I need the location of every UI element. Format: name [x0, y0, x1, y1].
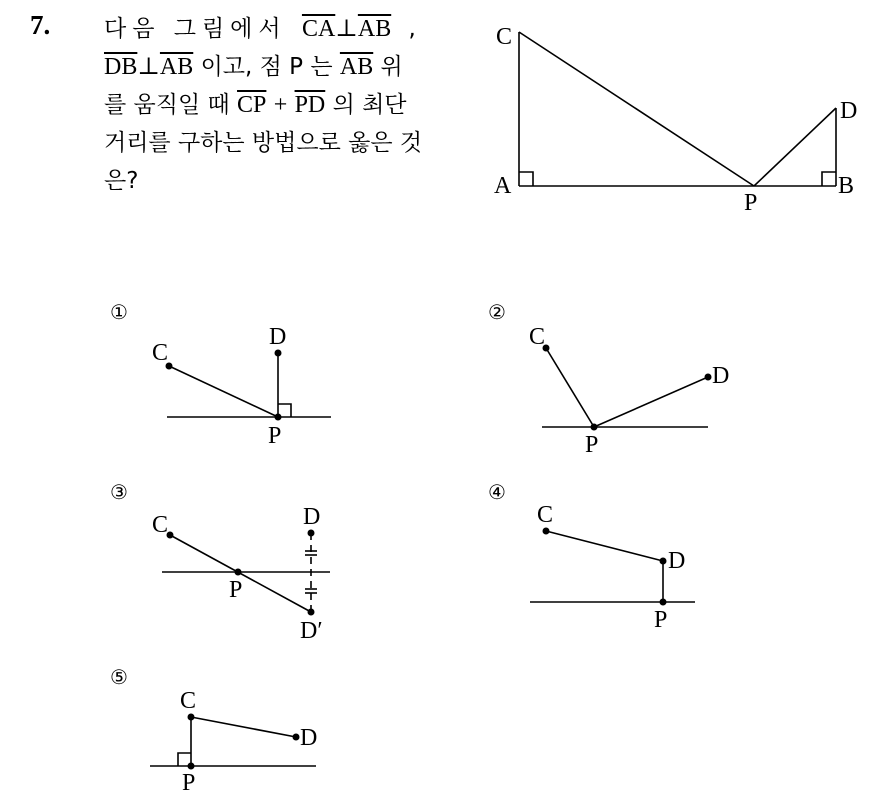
option-4-segment-cd — [546, 531, 663, 561]
plus-sign: + — [273, 92, 288, 118]
option-2[interactable] — [488, 300, 729, 458]
main-label-c: C — [496, 24, 513, 50]
option-2-marker: ② — [488, 300, 506, 324]
option-4-point-d — [660, 558, 667, 565]
option-2-label-c: C — [529, 324, 546, 350]
perpendicular-symbol: ⊥ — [335, 16, 358, 42]
option-3-point-d — [308, 530, 315, 537]
option-2-segment-pd — [594, 377, 708, 427]
option-1-label-c: C — [152, 340, 169, 366]
question-line-5: 은? — [104, 168, 139, 194]
option-3-marker: ③ — [110, 480, 128, 504]
main-label-a: A — [494, 173, 512, 199]
segment-pd-line — [754, 108, 836, 186]
perpendicular-symbol-2: ⊥ — [137, 54, 160, 80]
option-4-label-p: P — [654, 607, 668, 633]
option-1-label-p: P — [268, 423, 282, 449]
segment-ab-3: $\overline{AB}$ — [339, 54, 374, 80]
option-4-label-c: C — [537, 502, 554, 528]
option-5[interactable] — [110, 665, 317, 796]
option-3-label-c: C — [152, 512, 169, 538]
question-line-2-mid: 이고, 점 P 는 — [200, 54, 333, 80]
comma: , — [408, 16, 416, 42]
right-angle-a — [519, 172, 533, 186]
option-5-marker: ⑤ — [110, 665, 128, 689]
segment-cp-line — [519, 32, 754, 186]
question-line-2-end: 위 — [380, 54, 403, 80]
option-5-point-d — [293, 734, 300, 741]
question-line-4: 거리를 구하는 방법으로 옳은 것 — [104, 130, 423, 156]
option-1-point-p — [275, 414, 282, 421]
segment-pd: $\overline{PD}$ — [294, 92, 326, 118]
segment-ab-2: $\overline{AB}$ — [159, 54, 194, 80]
option-1-label-d: D — [269, 324, 287, 350]
main-label-b: B — [838, 173, 855, 199]
question-line-3-end: 의 최단 — [332, 92, 407, 118]
option-4-point-c — [543, 528, 550, 535]
option-2-point-p — [591, 424, 598, 431]
option-1-segment-cp — [169, 366, 278, 417]
segment-ab: $\overline{AB}$ — [357, 16, 392, 42]
question-line-3-start: 를 움직일 때 — [104, 92, 230, 118]
option-5-label-d: D — [300, 725, 318, 751]
main-label-p: P — [744, 190, 758, 216]
segment-cp: $\overline{CP}$ — [237, 92, 267, 118]
question-number: 7. — [30, 10, 51, 40]
option-2-label-d: D — [712, 363, 730, 389]
option-3[interactable] — [110, 480, 330, 644]
question-line-1-text: 다음 그림에서 — [104, 16, 287, 42]
option-4-label-d: D — [668, 548, 686, 574]
main-label-d: D — [840, 98, 858, 124]
option-1-marker: ① — [110, 300, 128, 324]
option-1[interactable] — [110, 300, 331, 449]
option-4-marker: ④ — [488, 480, 506, 504]
option-3-label-d: D — [303, 504, 321, 530]
main-figure — [519, 32, 836, 186]
option-5-segment-cd — [191, 717, 296, 737]
option-5-point-c — [188, 714, 195, 721]
option-5-label-c: C — [180, 688, 197, 714]
option-3-label-d-prime: D′ — [300, 618, 323, 644]
option-2-segment-cp — [546, 348, 594, 427]
option-1-point-d — [275, 350, 282, 357]
segment-db: $\overline{DB}$ — [104, 54, 138, 80]
option-5-point-p — [188, 763, 195, 770]
option-2-point-d — [705, 374, 712, 381]
option-3-point-p — [235, 569, 242, 576]
option-4[interactable] — [488, 480, 695, 633]
right-angle-b — [822, 172, 836, 186]
option-4-point-p — [660, 599, 667, 606]
segment-ca: $\overline{CA}$ — [301, 16, 336, 42]
option-2-label-p: P — [585, 432, 599, 458]
option-3-point-d-prime — [308, 609, 315, 616]
option-5-label-p: P — [182, 770, 196, 796]
option-3-label-p: P — [229, 577, 243, 603]
